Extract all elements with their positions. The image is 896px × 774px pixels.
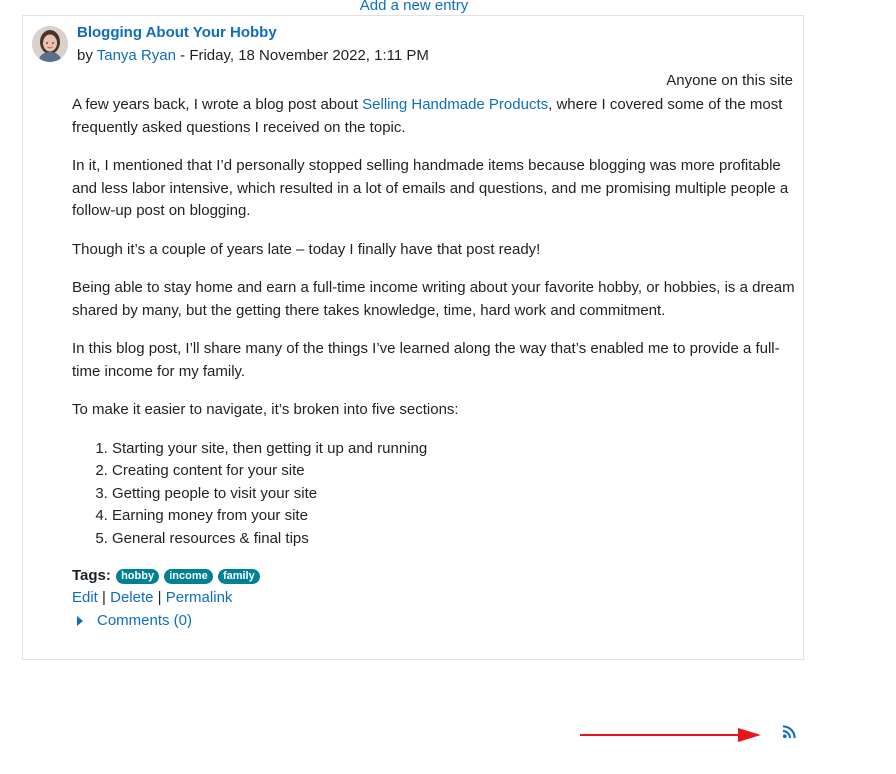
tag-income[interactable]: income <box>164 569 213 584</box>
paragraph-2: In it, I mentioned that I’d personally stopped selling handmade items because blogging was more profitable and less labor intensive, which resulted in a lot of emails and questions, and me promising multiple people a follow-up post on blogging. <box>72 157 789 219</box>
author-link[interactable]: Tanya Ryan <box>96 47 176 64</box>
sections-list <box>72 438 798 551</box>
selling-handmade-products-link[interactable]: Selling Handmade Products <box>362 96 549 113</box>
paragraph-5: In this blog post, I’ll share many of the things I’ve learned along the way that’s enabled me to provide a full-time income for my family. <box>72 340 780 380</box>
p1-text-before: A few years back, I wrote a blog post about <box>72 96 358 113</box>
caret-right-icon <box>77 616 83 626</box>
entry-date: Friday, 18 November 2022, 1:11 PM <box>189 47 429 64</box>
add-new-entry-link[interactable]: Add a new entry <box>359 0 469 14</box>
list-item: 1. Starting your site, then getting it up and running <box>112 438 798 461</box>
byline-separator: - <box>180 47 186 64</box>
author-avatar[interactable] <box>32 26 68 62</box>
list-item: 3. Getting people to visit your site <box>112 483 798 506</box>
p1-text-after: , where I covered some of the most frequently asked questions I received on the topic. <box>72 96 783 136</box>
rss-icon[interactable] <box>782 724 797 739</box>
action-separator: | <box>102 589 106 606</box>
red-arrow-annotation <box>580 725 762 745</box>
list-item: 5. General resources & final tips <box>112 528 798 551</box>
paragraph-3: Though it’s a couple of years late – today I finally have that post ready! <box>72 240 541 258</box>
entry-tags <box>72 566 260 586</box>
entry-content <box>72 94 798 566</box>
tag-family[interactable]: family <box>218 569 260 584</box>
edit-link[interactable]: Edit <box>72 589 98 606</box>
entry-actions <box>72 588 232 608</box>
tag-hobby[interactable]: hobby <box>116 569 159 584</box>
action-separator: | <box>157 589 162 606</box>
delete-link[interactable]: Delete <box>110 589 154 606</box>
comments-toggle[interactable] <box>72 611 192 631</box>
paragraph-6: To make it easier to navigate, it’s broken into five sections: <box>72 401 459 418</box>
tags-label: Tags: <box>72 567 111 584</box>
entry-byline <box>77 46 429 66</box>
paragraph-4: Being able to stay home and earn a full-time income writing about your favorite hobby, or hobbies, is a dream shared by many, but the getting there takes knowledge, time, hard work and commitment. <box>72 279 795 319</box>
list-item: 4. Earning money from your site <box>112 505 798 528</box>
permalink-link[interactable]: Permalink <box>165 589 233 606</box>
blog-entry-card <box>22 15 804 660</box>
paragraph-1 <box>72 94 798 139</box>
byline-prefix: by <box>77 47 93 64</box>
comments-label: Comments (0) <box>97 612 193 629</box>
list-item: 2. Creating content for your site <box>112 460 798 483</box>
entry-visibility: Anyone on this site <box>666 72 793 89</box>
entry-title-link[interactable]: Blogging About Your Hobby <box>77 24 277 41</box>
